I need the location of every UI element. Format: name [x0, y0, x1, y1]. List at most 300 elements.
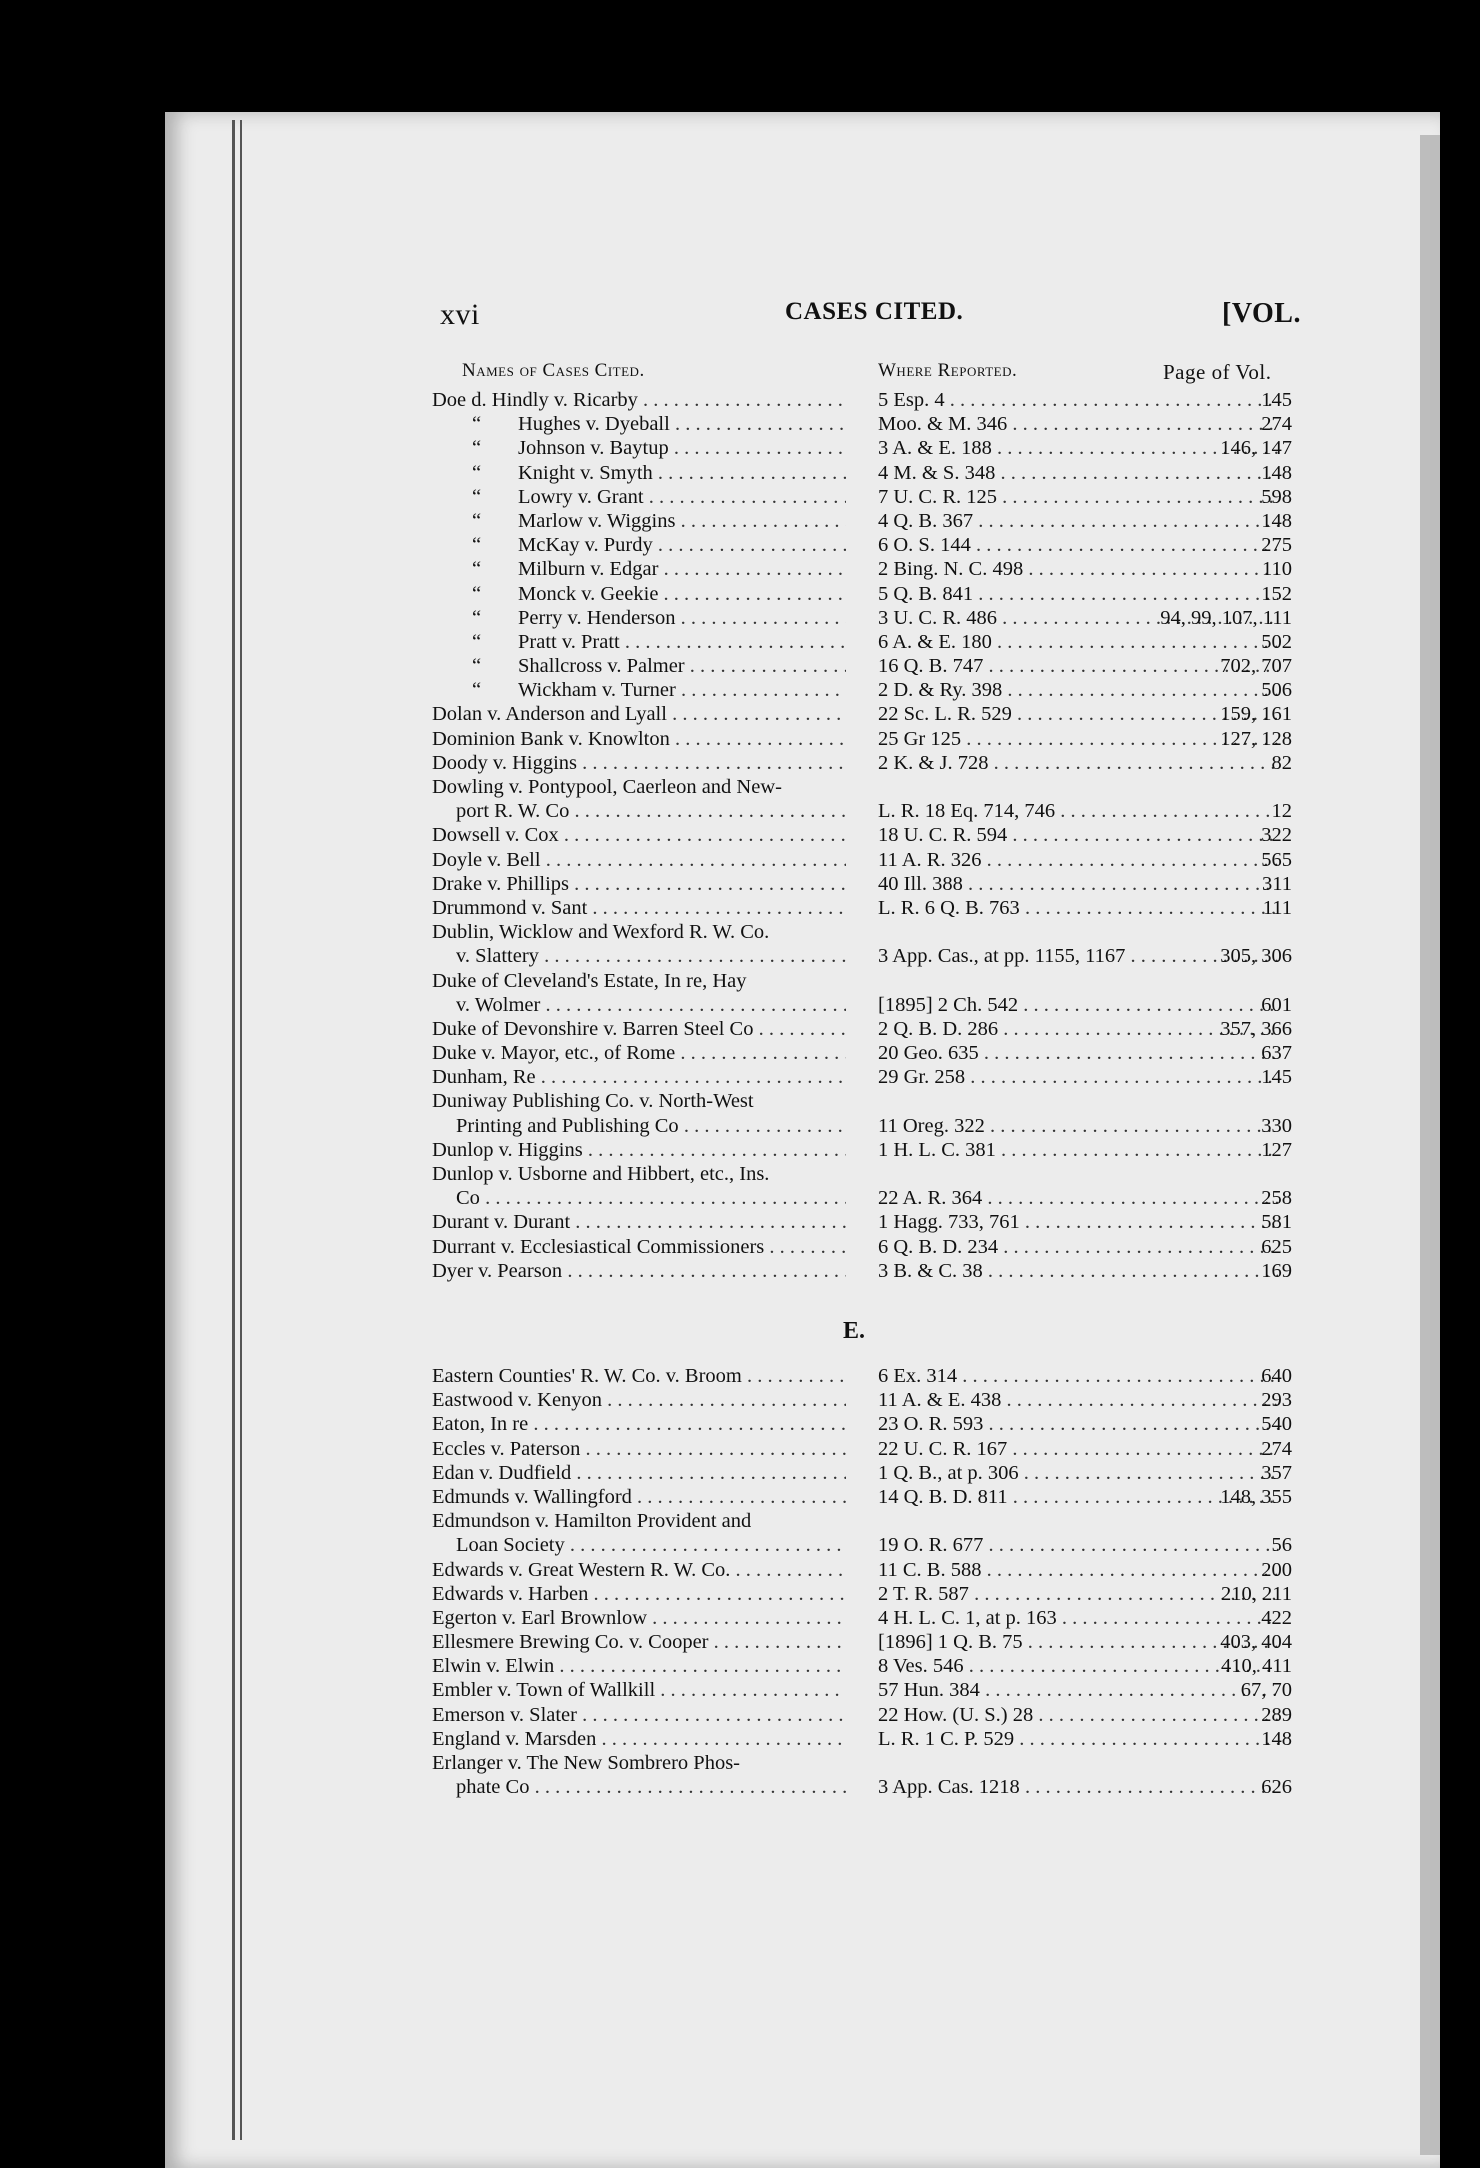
page-reference: 159, 161: [1220, 703, 1292, 726]
page-reference: 422: [1261, 1606, 1292, 1629]
dot-leader: [979, 1042, 1278, 1064]
dot-leader: [996, 1139, 1278, 1161]
dot-leader: [676, 679, 846, 701]
report-citation-text: 11 A. R. 326: [878, 848, 982, 871]
case-name: [432, 436, 846, 460]
table-row: [432, 1437, 1292, 1461]
case-name: [432, 1654, 846, 1678]
case-name: [432, 1461, 846, 1485]
page-reference: 274: [1261, 1437, 1292, 1460]
dot-leader: [973, 510, 1278, 532]
report-citation-text: 22 Sc. L. R. 529: [878, 703, 1012, 726]
report-citation-text: 23 O. R. 593: [878, 1413, 984, 1436]
report-citation: [878, 993, 1278, 1017]
report-citation: [878, 944, 1278, 968]
page-reference: 145: [1261, 1066, 1292, 1089]
dot-leader: [997, 486, 1278, 508]
dot-leader: [676, 607, 846, 629]
page-reference: 506: [1261, 679, 1292, 702]
case-name-text: Edwards v. Great Western R. W. Co.: [432, 1558, 731, 1581]
table-row: [432, 799, 1292, 823]
report-citation: [878, 1727, 1278, 1751]
column-header-names: Names of Cases Cited.: [462, 360, 645, 381]
case-name-text: Embler v. Town of Wallkill: [432, 1679, 656, 1702]
case-name: [432, 944, 846, 968]
dot-leader: [1007, 824, 1278, 846]
dot-leader: [992, 631, 1278, 653]
table-row: [432, 823, 1292, 847]
table-row: [432, 557, 1292, 581]
report-citation: [878, 582, 1278, 606]
report-citation-text: 22 How. (U. S.) 28: [878, 1703, 1034, 1726]
report-citation-text: 22 U. C. R. 167: [878, 1437, 1008, 1460]
case-name-text: Pratt v. Pratt: [518, 630, 620, 653]
case-name: [432, 872, 846, 896]
report-citation-text: 22 A. R. 364: [878, 1187, 983, 1210]
case-name: [432, 606, 846, 630]
report-citation: [878, 1259, 1278, 1283]
case-name-text: Dowsell v. Cox: [432, 824, 559, 847]
dot-leader: [653, 534, 846, 556]
report-citation: [878, 872, 1278, 896]
ditto-mark: “: [472, 582, 482, 605]
table-row: [432, 1509, 1292, 1533]
dot-leader: [670, 413, 846, 435]
page-reference: 127, 128: [1220, 727, 1292, 750]
case-name: [432, 1509, 846, 1533]
ditto-mark: “: [472, 461, 482, 484]
dot-leader: [1023, 558, 1278, 580]
report-citation-text: 57 Hun. 384: [878, 1679, 980, 1702]
page-reference: 200: [1261, 1558, 1292, 1581]
page-reference: 148: [1261, 461, 1292, 484]
case-name-text: Lowry v. Grant: [518, 485, 644, 508]
table-row: [432, 1727, 1292, 1751]
page-reference: 148, 355: [1220, 1485, 1292, 1508]
table-row: [432, 388, 1292, 412]
report-citation-text: 40 Ill. 388: [878, 872, 963, 895]
dot-leader: [602, 1389, 846, 1411]
case-name: [432, 1210, 846, 1234]
report-citation-text: 16 Q. B. 747: [878, 655, 984, 678]
case-name-text: port R. W. Co: [456, 800, 570, 823]
case-name: [432, 1727, 846, 1751]
case-name-text: Edwards v. Harben: [432, 1582, 589, 1605]
ditto-mark: “: [472, 679, 482, 702]
column-header-page: Page of Vol.: [1163, 360, 1272, 384]
case-name-text: Erlanger v. The New Sombrero Phos-: [432, 1752, 741, 1774]
report-citation-text: 3 App. Cas. 1218: [878, 1776, 1020, 1799]
report-citation: [878, 485, 1278, 509]
dot-leader: [973, 583, 1278, 605]
dot-leader: [709, 1631, 847, 1653]
case-name-text: Dolan v. Anderson and Lyall: [432, 703, 667, 726]
page-reference: 94, 99, 107, 111: [1160, 606, 1292, 629]
dot-leader: [569, 873, 846, 895]
table-row: [432, 1364, 1292, 1388]
dot-leader: [669, 437, 846, 459]
case-name-text: Wickham v. Turner: [518, 679, 676, 702]
case-name: [432, 751, 846, 775]
dot-leader: [983, 1413, 1278, 1435]
ditto-mark: “: [472, 413, 482, 436]
table-row: [432, 1775, 1292, 1799]
dot-leader: [1018, 994, 1278, 1016]
report-citation: [878, 1582, 1278, 1606]
case-name-text: Eastern Counties' R. W. Co. v. Broom: [432, 1365, 742, 1387]
case-name: [432, 1186, 846, 1210]
page-reference: 322: [1261, 824, 1292, 847]
page-reference: 258: [1261, 1187, 1292, 1210]
case-name: [432, 1437, 846, 1461]
case-name-text: Duke of Cleveland's Estate, In re, Hay: [432, 969, 747, 992]
page-reference: 146, 147: [1220, 437, 1292, 460]
dot-leader: [528, 1413, 846, 1435]
table-row: [432, 1582, 1292, 1606]
table-row: [432, 1630, 1292, 1654]
table-row: [432, 848, 1292, 872]
table-row: [432, 1162, 1292, 1186]
case-name: [432, 1041, 846, 1065]
case-name: [432, 678, 846, 702]
dot-leader: [742, 1365, 846, 1387]
report-citation-text: 11 Oreg. 322: [878, 1114, 985, 1137]
dot-leader: [985, 1115, 1278, 1137]
table-row: [432, 412, 1292, 436]
dot-leader: [1014, 1728, 1278, 1750]
case-name-text: Shallcross v. Palmer: [518, 655, 685, 678]
page-reference: 289: [1261, 1703, 1292, 1726]
case-name-text: Co: [456, 1187, 480, 1210]
case-name: [432, 582, 846, 606]
case-name-text: Dunlop v. Higgins: [432, 1138, 583, 1161]
case-name-text: Doe d. Hindly v. Ricarby: [432, 389, 638, 411]
table-row: [432, 606, 1292, 630]
report-citation: [878, 1485, 1278, 1509]
case-name-text: Johnson v. Baytup: [518, 437, 669, 460]
case-name-text: McKay v. Purdy: [518, 534, 653, 557]
page-reference: 357: [1261, 1461, 1292, 1484]
scan-border: [1440, 135, 1480, 2168]
case-name: [432, 1235, 846, 1259]
page-reference: 82: [1271, 751, 1292, 774]
dot-leader: [655, 1679, 846, 1701]
report-citation: [878, 1114, 1278, 1138]
table-row: [432, 630, 1292, 654]
dot-leader: [670, 728, 846, 750]
table-row: [432, 461, 1292, 485]
report-citation: [878, 727, 1278, 751]
table-row: [432, 1017, 1292, 1041]
ditto-mark: “: [472, 558, 482, 581]
report-citation: [878, 751, 1278, 775]
case-name: [432, 1065, 846, 1089]
report-citation: [878, 533, 1278, 557]
table-row: [432, 1461, 1292, 1485]
table-row: [432, 509, 1292, 533]
table-row: [432, 969, 1292, 993]
table-row: [432, 582, 1292, 606]
case-name: [432, 557, 846, 581]
dot-leader: [571, 1462, 846, 1484]
table-row: [432, 1412, 1292, 1436]
dot-leader: [480, 1187, 846, 1209]
report-citation: [878, 1186, 1278, 1210]
case-name-text: Edmunds v. Wallingford: [432, 1485, 632, 1508]
case-name-text: Dyer v. Pearson: [432, 1259, 563, 1282]
dot-leader: [565, 1534, 846, 1556]
binding-line: [232, 120, 235, 2140]
report-citation: [878, 799, 1278, 823]
report-citation-text: 2 T. R. 587: [878, 1582, 969, 1605]
case-name: [432, 1138, 846, 1162]
case-name: [432, 1533, 846, 1557]
dot-leader: [540, 994, 846, 1016]
cases-list-d: [432, 388, 1292, 1283]
case-name-text: Eastwood v. Kenyon: [432, 1389, 603, 1412]
table-row: [432, 436, 1292, 460]
report-citation: [878, 678, 1278, 702]
case-name-text: Marlow v. Wiggins: [518, 509, 676, 532]
case-name: [432, 1775, 846, 1799]
report-citation: [878, 1017, 1278, 1041]
page-reference: 626: [1261, 1776, 1292, 1799]
case-name: [432, 1751, 846, 1775]
report-citation: [878, 1437, 1278, 1461]
page-reference: 702, 707: [1220, 655, 1292, 678]
page-reference: 598: [1261, 485, 1292, 508]
case-name-text: Edmundson v. Hamilton Provident and: [432, 1510, 752, 1533]
dot-leader: [588, 1583, 846, 1605]
report-citation: [878, 1461, 1278, 1485]
case-name-text: Drummond v. Sant: [432, 896, 588, 919]
page-reference: 293: [1261, 1389, 1292, 1412]
case-name-text: Loan Society: [456, 1534, 565, 1557]
cases-list-e: [432, 1364, 1292, 1799]
table-row: [432, 1065, 1292, 1089]
dot-leader: [577, 752, 846, 774]
report-citation-text: 6 Q. B. D. 234: [878, 1235, 999, 1258]
report-citation-text: 4 H. L. C. 1, at p. 163: [878, 1606, 1057, 1629]
case-name-text: Hughes v. Dyeball: [518, 413, 670, 436]
report-citation: [878, 1703, 1278, 1727]
table-row: [432, 1388, 1292, 1412]
table-row: [432, 751, 1292, 775]
page-reference: 169: [1261, 1259, 1292, 1282]
case-name-text: Ellesmere Brewing Co. v. Cooper: [432, 1631, 709, 1654]
report-citation-text: 4 M. & S. 348: [878, 461, 996, 484]
table-row: [432, 1751, 1292, 1775]
case-name: [432, 1162, 846, 1186]
page-reference: 210, 211: [1221, 1582, 1292, 1605]
section-heading-e: E.: [843, 1318, 866, 1344]
report-citation-text: 1 Hagg. 733, 761: [878, 1211, 1020, 1234]
case-name: [432, 969, 846, 993]
dot-leader: [658, 558, 846, 580]
table-row: [432, 1089, 1292, 1113]
report-citation-text: [1896] 1 Q. B. 75: [878, 1631, 1023, 1654]
case-name: [432, 1388, 846, 1412]
report-citation: [878, 1210, 1278, 1234]
report-citation: [878, 1388, 1278, 1412]
column-header-reported: Where Reported.: [878, 360, 1018, 381]
report-citation: [878, 1412, 1278, 1436]
dot-leader: [983, 1534, 1278, 1556]
case-name: [432, 1259, 846, 1283]
report-citation: [878, 412, 1278, 436]
report-citation-text: [1895] 2 Ch. 542: [878, 993, 1019, 1016]
report-citation-text: 11 A. & E. 438: [878, 1389, 1002, 1412]
table-row: [432, 1678, 1292, 1702]
table-row: [432, 1210, 1292, 1234]
dot-leader: [1007, 413, 1278, 435]
dot-leader: [1055, 800, 1278, 822]
case-name-text: Dominion Bank v. Knowlton: [432, 727, 670, 750]
page-reference: 274: [1261, 413, 1292, 436]
report-citation-text: 3 U. C. R. 486: [878, 606, 998, 629]
dot-leader: [971, 534, 1278, 556]
dot-leader: [995, 462, 1278, 484]
table-row: [432, 485, 1292, 509]
case-name: [432, 630, 846, 654]
table-row: [432, 944, 1292, 968]
case-name: [432, 1582, 846, 1606]
dot-leader: [583, 1139, 846, 1161]
dot-leader: [644, 486, 846, 508]
case-name-text: Doyle v. Bell: [432, 848, 541, 871]
dot-leader: [981, 1559, 1278, 1581]
table-row: [432, 775, 1292, 799]
case-name: [432, 775, 846, 799]
ditto-mark: “: [472, 534, 482, 557]
dot-leader: [730, 1559, 846, 1581]
case-name: [432, 1606, 846, 1630]
dot-leader: [658, 583, 846, 605]
page-reference: 625: [1261, 1235, 1292, 1258]
case-name-text: England v. Marsden: [432, 1727, 597, 1750]
page-reference: 305, 306: [1220, 945, 1292, 968]
table-row: [432, 1138, 1292, 1162]
page-reference: 275: [1261, 534, 1292, 557]
table-row: [432, 993, 1292, 1017]
report-citation-text: 2 Q. B. D. 286: [878, 1017, 999, 1040]
case-name-text: Milburn v. Edgar: [518, 558, 659, 581]
report-citation-text: 18 U. C. R. 594: [878, 824, 1008, 847]
dot-leader: [539, 945, 846, 967]
report-citation-text: Moo. & M. 346: [878, 413, 1008, 436]
report-citation: [878, 436, 1278, 460]
ditto-mark: “: [472, 437, 482, 460]
page-reference: 67, 70: [1240, 1679, 1292, 1702]
page-reference: 12: [1271, 800, 1292, 823]
case-name-text: Knight v. Smyth: [518, 461, 653, 484]
ditto-mark: “: [472, 606, 482, 629]
page-reference: 145: [1261, 389, 1292, 411]
report-citation-text: 3 A. & E. 188: [878, 437, 992, 460]
dot-leader: [570, 1211, 846, 1233]
table-row: [432, 1235, 1292, 1259]
dot-leader: [963, 873, 1278, 895]
table-row: [432, 1533, 1292, 1557]
table-row: [432, 1558, 1292, 1582]
report-citation: [878, 848, 1278, 872]
page-reference: 148: [1261, 509, 1292, 532]
case-name: [432, 702, 846, 726]
report-citation: [878, 630, 1278, 654]
report-citation: [878, 823, 1278, 847]
report-citation: [878, 1606, 1278, 1630]
table-row: [432, 678, 1292, 702]
report-citation: [878, 654, 1278, 678]
case-name: [432, 388, 846, 412]
case-name: [432, 727, 846, 751]
dot-leader: [1020, 1776, 1278, 1798]
dot-leader: [1007, 1438, 1278, 1460]
case-name: [432, 896, 846, 920]
case-name: [432, 848, 846, 872]
report-citation: [878, 896, 1278, 920]
dot-leader: [679, 1115, 846, 1137]
report-citation: [878, 1654, 1278, 1678]
report-citation: [878, 1138, 1278, 1162]
table-row: [432, 872, 1292, 896]
dot-leader: [965, 1066, 1278, 1088]
case-name: [432, 993, 846, 1017]
ditto-mark: “: [472, 509, 482, 532]
case-name-text: Edan v. Dudfield: [432, 1461, 572, 1484]
page-reference: 56: [1271, 1534, 1292, 1557]
table-row: [432, 920, 1292, 944]
report-citation: [878, 1041, 1278, 1065]
page-reference: 311: [1262, 872, 1292, 895]
case-name: [432, 1678, 846, 1702]
dot-leader: [764, 1236, 846, 1258]
dot-leader: [1057, 1607, 1278, 1629]
page-reference: 357, 366: [1220, 1017, 1292, 1040]
report-citation-text: L. R. 1 C. P. 529: [878, 1727, 1015, 1750]
dot-leader: [1001, 1389, 1278, 1411]
report-citation: [878, 461, 1278, 485]
dot-leader: [596, 1728, 846, 1750]
dot-leader: [559, 824, 846, 846]
ditto-mark: “: [472, 630, 482, 653]
report-citation-text: 3 App. Cas., at pp. 1155, 1167: [878, 945, 1126, 968]
report-citation-text: 2 D. & Ry. 398: [878, 679, 1003, 702]
report-citation-text: 29 Gr. 258: [878, 1066, 966, 1089]
report-citation: [878, 1775, 1278, 1799]
dot-leader: [580, 1438, 846, 1460]
page-reference: 110: [1262, 558, 1292, 581]
case-name-text: Durrant v. Ecclesiastical Commissioners: [432, 1235, 765, 1258]
case-name-text: Doody v. Higgins: [432, 751, 578, 774]
case-name: [432, 799, 846, 823]
page-reference: 502: [1261, 630, 1292, 653]
report-citation-text: 11 C. B. 588: [878, 1558, 982, 1581]
page-reference: 637: [1261, 1042, 1292, 1065]
dot-leader: [529, 1776, 846, 1798]
page-reference: 330: [1261, 1114, 1292, 1137]
case-name-text: Dunham, Re: [432, 1066, 536, 1089]
page-number: xvi: [440, 298, 480, 331]
table-row: [432, 896, 1292, 920]
case-name-text: Monck v. Geekie: [518, 582, 659, 605]
case-name-text: Dublin, Wicklow and Wexford R. W. Co.: [432, 921, 770, 944]
report-citation-text: 2 Bing. N. C. 498: [878, 558, 1024, 581]
dot-leader: [1002, 679, 1278, 701]
report-citation: [878, 702, 1278, 726]
report-citation-text: 20 Geo. 635: [878, 1042, 979, 1065]
dot-leader: [957, 1365, 1278, 1387]
